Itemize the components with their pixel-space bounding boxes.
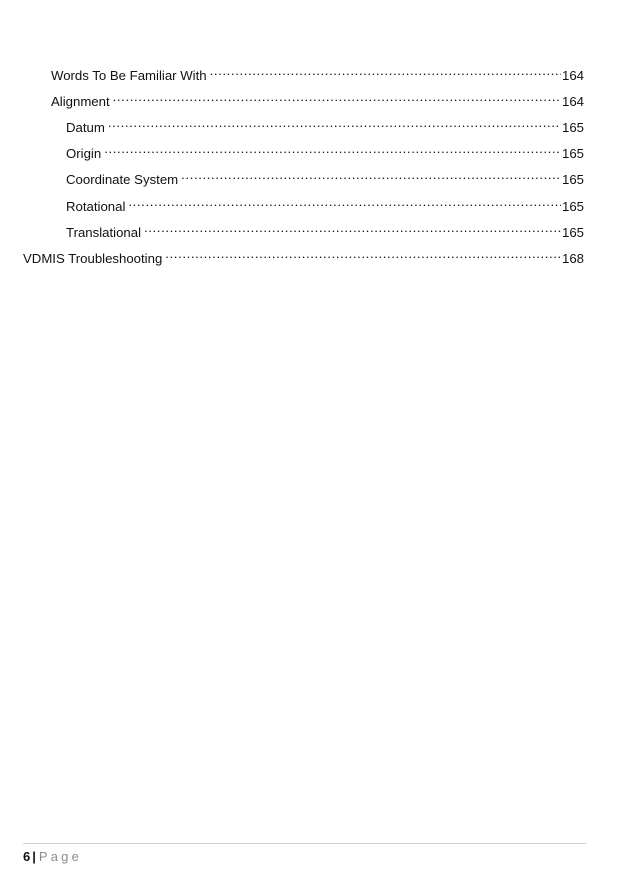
toc-entry-origin[interactable] <box>66 138 584 161</box>
dot-leader <box>144 217 561 237</box>
dot-leader <box>181 164 561 184</box>
dot-leader <box>165 243 561 263</box>
toc-entry-title: Origin <box>66 146 102 161</box>
dot-leader <box>210 60 561 80</box>
toc-entry-words-to-be-familiar-with[interactable] <box>51 60 584 83</box>
dot-leader <box>128 191 561 211</box>
toc-entry-page-number: 164 <box>561 68 584 83</box>
footer-page-number: 6 <box>23 849 31 864</box>
toc-entry-vdmis-troubleshooting[interactable] <box>23 243 584 266</box>
toc-entry-page-number: 165 <box>561 172 584 187</box>
dot-leader <box>113 86 561 106</box>
toc-entry-page-number: 165 <box>561 199 584 214</box>
dot-leader <box>104 138 561 158</box>
toc-entry-title: Coordinate System <box>66 172 179 187</box>
toc-entry-title: VDMIS Troubleshooting <box>23 251 163 266</box>
dot-leader <box>108 112 561 132</box>
toc-entry-page-number: 165 <box>561 146 584 161</box>
toc-entry-title: Rotational <box>66 199 126 214</box>
toc-entry-page-number: 165 <box>561 225 584 240</box>
page-footer <box>23 843 586 864</box>
footer-page-word: Page <box>38 849 83 864</box>
toc-entry-title: Words To Be Familiar With <box>51 68 207 83</box>
toc-entry-page-number: 165 <box>561 120 584 135</box>
footer-page-label <box>23 849 82 865</box>
toc-entry-coordinate-system[interactable] <box>66 164 584 187</box>
footer-separator: | <box>32 849 36 864</box>
toc-entry-rotational[interactable] <box>66 191 584 214</box>
toc-entry-title: Translational <box>66 225 142 240</box>
toc-entry-page-number: 164 <box>561 94 584 109</box>
toc-entry-datum[interactable] <box>66 112 584 135</box>
toc-entry-title: Alignment <box>51 94 110 109</box>
toc-entry-alignment[interactable] <box>51 86 584 109</box>
toc-entry-page-number: 168 <box>561 251 584 266</box>
toc-entry-translational[interactable] <box>66 217 584 240</box>
toc-entry-title: Datum <box>66 120 105 135</box>
